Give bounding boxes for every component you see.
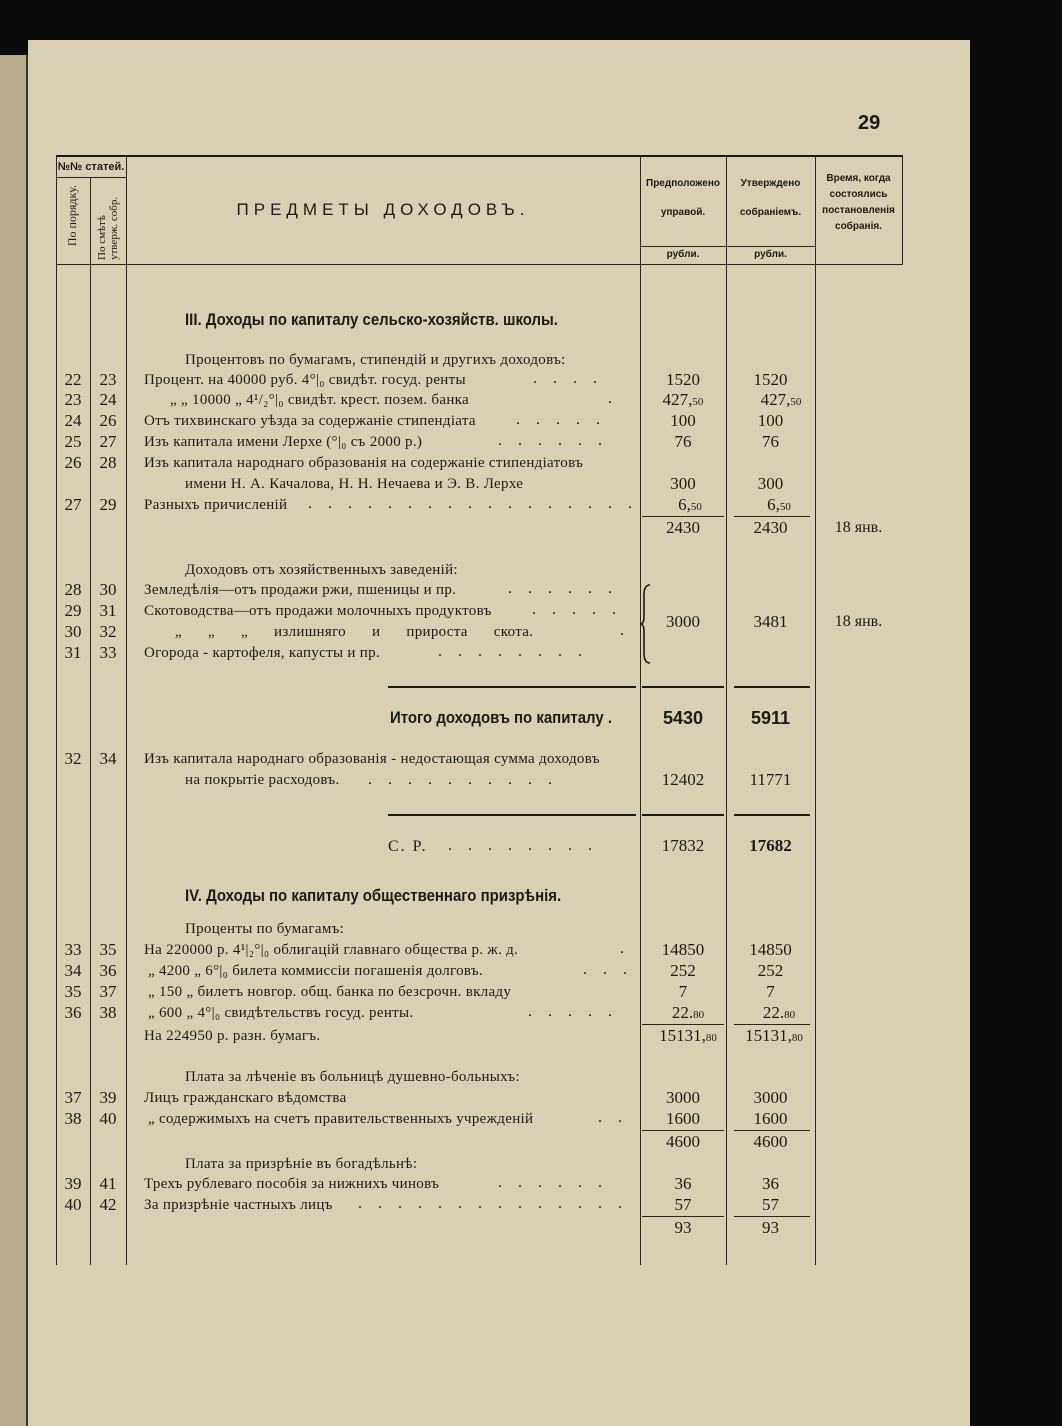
header-estimate: По смѣтѣ утверж. собр. xyxy=(96,196,120,260)
row-description-cont: на покрытіе расходовъ. xyxy=(185,772,340,788)
row-description: „ 4200 „ 6°|₀ билета коммиссіи погашенія долговъ. xyxy=(148,963,484,979)
leader-dots: . . . . . . . . xyxy=(438,643,588,660)
header-unit-approved: рубли. xyxy=(754,249,787,260)
section3-title: III. Доходы по капиталу сельско-хозяйств. школы. xyxy=(185,310,558,329)
header-proposed-1: Предположено xyxy=(646,178,720,189)
leader-dots: . . . . . . . . . . xyxy=(368,771,558,788)
section4-subtotal3-proposed: 93 xyxy=(674,1218,692,1237)
row-order: 34 xyxy=(64,961,82,980)
row-estimate: 35 xyxy=(99,940,117,959)
row-description-cont: имени Н. А. Качалова, Н. Н. Нечаева и Э. В. Лерхе xyxy=(185,476,524,492)
row-description: Процент. на 40000 руб. 4°|₀ свидѣт. госуд. ренты xyxy=(144,372,466,388)
row-order: 22 xyxy=(64,370,82,389)
row-approved: 36 xyxy=(762,1174,779,1193)
row-description: Земледѣлія—отъ продажи ржи, пшеницы и пр. xyxy=(144,582,457,598)
row-order: 27 xyxy=(64,495,82,514)
row-order: 39 xyxy=(64,1174,82,1193)
row-description: Отъ тихвинскаго уѣзда за содержаніе стипендіата xyxy=(144,413,476,429)
row-approved: 427,50 xyxy=(760,390,802,409)
row-approved: 6,50 xyxy=(767,495,791,514)
row-order: 25 xyxy=(64,432,82,451)
row-order: 37 xyxy=(64,1088,82,1107)
row-description: „ „ „ излишняго и прироста скота. xyxy=(175,624,534,640)
row-proposed: 36 xyxy=(674,1174,692,1193)
row-proposed: 252 xyxy=(670,961,696,980)
row-order: 26 xyxy=(64,453,82,472)
row-order: 35 xyxy=(64,982,82,1001)
subtotal-rule xyxy=(734,1024,810,1025)
row-estimate: 26 xyxy=(99,411,117,430)
row-approved: 1600 xyxy=(753,1109,788,1128)
header-time-2: состоялись xyxy=(829,189,888,200)
total-rule xyxy=(734,686,810,688)
section4-group2-title: Плата за лѣченіе въ больницѣ душевно-больныхъ: xyxy=(185,1069,520,1085)
row-estimate: 30 xyxy=(99,580,117,599)
row-proposed: 57 xyxy=(674,1195,692,1214)
section4-subtotal2-approved: 4600 xyxy=(753,1132,788,1151)
subtotal-rule xyxy=(642,1216,724,1217)
leader-dots: . xyxy=(608,390,618,407)
row-approved: 22.80 xyxy=(762,1003,796,1022)
row-approved: 57 xyxy=(762,1195,779,1214)
row-proposed: 12402 xyxy=(661,770,705,789)
section3-subtotal2-time: 18 янв. xyxy=(834,613,883,630)
row-proposed: 14850 xyxy=(661,940,705,959)
sr-label: С. Р. xyxy=(388,838,428,855)
row-order: 23 xyxy=(64,390,82,409)
header-time-4: собранія. xyxy=(835,221,882,232)
row-estimate: 23 xyxy=(99,370,117,389)
row-estimate: 38 xyxy=(99,1003,117,1022)
row-description: „ 600 „ 4°|₀ свидѣтельствъ госуд. ренты. xyxy=(148,1005,414,1021)
row-description: „ 150 „ билетъ новгор. общ. банка по безсрочн. вкладу xyxy=(148,984,512,1000)
row-proposed: 3000 xyxy=(666,1088,700,1107)
row-proposed: 427,50 xyxy=(662,390,704,409)
articles-subrule xyxy=(56,177,126,178)
row-approved: 3000 xyxy=(753,1088,788,1107)
row-order: 28 xyxy=(64,580,82,599)
row-approved: 14850 xyxy=(749,940,792,959)
total-rule xyxy=(642,686,724,688)
section3-subtotal1-approved: 2430 xyxy=(753,518,788,537)
row-estimate: 36 xyxy=(99,961,117,980)
row-order: 36 xyxy=(64,1003,82,1022)
row-description: Изъ капитала народнаго образованія - недостающая сумма доходовъ xyxy=(144,751,600,767)
row-proposed: 100 xyxy=(670,411,696,430)
header-time-1: Время, когда xyxy=(826,173,891,184)
leader-dots: . . . . xyxy=(533,370,603,387)
leader-dots: . . . . . . xyxy=(498,1174,608,1191)
row-estimate: 33 xyxy=(99,643,117,662)
row-proposed: 22.80 xyxy=(671,1003,705,1022)
section3-total-label: Итого доходовъ по капиталу . xyxy=(390,708,612,727)
row-description: Скотоводства—отъ продажи молочныхъ продуктовъ xyxy=(144,603,492,619)
section3-subtotal2-approved: 3481 xyxy=(753,612,788,631)
row-approved: 11771 xyxy=(749,770,792,789)
row-proposed: 1600 xyxy=(666,1109,700,1128)
leader-dots: . xyxy=(620,940,630,957)
row-estimate: 42 xyxy=(99,1195,117,1214)
page-number: 29 xyxy=(858,112,881,134)
section4-subtotal2-proposed: 4600 xyxy=(666,1132,700,1151)
section4-subtotal3-approved: 93 xyxy=(762,1218,779,1237)
row-description: Лицъ гражданскаго вѣдомства xyxy=(144,1090,347,1106)
header-unit-proposed: рубли. xyxy=(666,249,700,260)
row-estimate: 41 xyxy=(99,1174,117,1193)
header-articles: №№ статей. xyxy=(57,161,125,173)
row-estimate: 37 xyxy=(99,982,117,1001)
leader-dots: . . xyxy=(598,1109,628,1126)
subtotal-rule xyxy=(734,1130,810,1131)
header-proposed-2: управой. xyxy=(660,207,706,218)
subtotal-rule xyxy=(734,1216,810,1217)
sr-proposed: 17832 xyxy=(661,836,705,855)
row-description: „ содержимыхъ на счетъ правительственныхъ учрежденій xyxy=(148,1111,534,1127)
section4-subtotal1-proposed: 15131,80 xyxy=(659,1026,717,1045)
leader-dots: . . . . . . . . . . . . . . . . . xyxy=(308,495,638,512)
row-description: „ „ 10000 „ 4¹/₂°|₀ свидѣт. крест. позем. банка xyxy=(170,392,469,408)
row-order: 32 xyxy=(64,749,82,768)
subtotal-rule xyxy=(642,1024,724,1025)
header-bottom-rule xyxy=(56,264,902,265)
row-order: 40 xyxy=(64,1195,82,1214)
row-order: 31 xyxy=(64,643,82,662)
header-time-3: постановленія xyxy=(822,205,895,216)
row-proposed: 1520 xyxy=(666,370,700,389)
row-approved: 7 xyxy=(766,982,775,1001)
subtotal-rule xyxy=(734,516,810,517)
row-estimate: 32 xyxy=(99,622,117,641)
subtotal-rule xyxy=(642,1130,724,1131)
sr-rule xyxy=(642,814,724,816)
row-approved: 300 xyxy=(757,474,784,493)
section4-subtotal1-approved: 15131,80 xyxy=(745,1026,803,1045)
leader-dots: . . . . . . . . . . . . . . xyxy=(358,1195,628,1212)
row-approved: 252 xyxy=(757,961,784,980)
row-approved: 100 xyxy=(757,411,784,430)
subtotal-rule xyxy=(642,516,724,517)
row-estimate: 34 xyxy=(99,749,117,768)
section3-subtotal1-time: 18 янв. xyxy=(834,519,883,536)
sr-rule xyxy=(734,814,810,816)
section4-group1-title: Проценты по бумагамъ: xyxy=(185,921,345,937)
leader-dots: . . . . . . xyxy=(498,432,608,449)
header-approved-1: Утверждено xyxy=(740,178,801,189)
col-divider-3 xyxy=(126,155,127,1265)
section3-total-approved: 5911 xyxy=(750,708,791,728)
row-estimate: 31 xyxy=(99,601,117,620)
row-estimate: 28 xyxy=(99,453,117,472)
row-estimate: 39 xyxy=(99,1088,117,1107)
header-subjects: ПРЕДМЕТЫ ДОХОДОВЪ. xyxy=(236,200,530,219)
row-approved: 76 xyxy=(762,432,779,451)
table-top-rule xyxy=(56,155,902,157)
row-estimate: 40 xyxy=(99,1109,117,1128)
leader-dots: . . . . . xyxy=(528,1003,618,1020)
header-approved-2: собраніемъ. xyxy=(739,207,802,218)
row-order: 29 xyxy=(64,601,82,620)
sr-approved: 17682 xyxy=(749,836,792,855)
section3-group2-title: Доходовъ отъ хозяйственныхъ заведеній: xyxy=(185,562,458,578)
row-order: 33 xyxy=(64,940,82,959)
row-description: Трехъ рублеваго пособія за нижнихъ чиновъ xyxy=(144,1176,440,1192)
sr-rule xyxy=(388,814,636,816)
leader-dots: . . . . . xyxy=(532,601,622,618)
row-order: 24 xyxy=(64,411,82,430)
row-description: Изъ капитала народнаго образованія на содержаніе стипендіатовъ xyxy=(144,455,584,471)
col-divider-6 xyxy=(815,155,816,1265)
row-order: 30 xyxy=(64,622,82,641)
section4-subtotal1-label: На 224950 р. разн. бумагъ. xyxy=(144,1028,321,1044)
row-proposed: 300 xyxy=(670,474,696,493)
document-page xyxy=(28,40,970,1426)
leader-dots: . . . . . . . . xyxy=(448,837,598,854)
rub-rule xyxy=(640,246,815,247)
section3-subtotal2-proposed: 3000 xyxy=(666,612,700,631)
leader-dots: . xyxy=(620,622,630,639)
section3-total-proposed: 5430 xyxy=(662,708,704,728)
row-estimate: 27 xyxy=(99,432,117,451)
section4-group3-title: Плата за призрѣніе въ богадѣльнѣ: xyxy=(185,1156,418,1172)
col-divider-7 xyxy=(902,155,903,265)
row-proposed: 7 xyxy=(678,982,688,1001)
row-description: Разныхъ причисленій xyxy=(144,497,288,513)
row-order: 38 xyxy=(64,1109,82,1128)
row-description: На 220000 р. 4¹|₂°|₀ облигацій главнаго общества р. ж. д. xyxy=(144,942,519,958)
leader-dots: . . . . . . xyxy=(508,580,618,597)
section3-group1-title: Процентовъ по бумагамъ, стипендій и другихъ доходовъ: xyxy=(185,352,566,368)
row-estimate: 29 xyxy=(99,495,117,514)
row-proposed: 6,50 xyxy=(678,495,702,514)
row-description: Изъ капитала имени Лерхе (°|₀ съ 2000 р.) xyxy=(144,434,423,450)
previous-page-edge xyxy=(0,55,28,1426)
section3-subtotal1-proposed: 2430 xyxy=(666,518,700,537)
total-rule xyxy=(388,686,636,688)
header-order: По порядку. xyxy=(65,185,79,247)
row-estimate: 24 xyxy=(99,390,117,409)
row-proposed: 76 xyxy=(674,432,692,451)
row-approved: 1520 xyxy=(753,370,788,389)
row-description: За призрѣніе частныхъ лицъ xyxy=(144,1197,333,1213)
leader-dots: . . . xyxy=(583,961,633,978)
leader-dots: . . . . . xyxy=(516,411,606,428)
section4-title: IV. Доходы по капиталу общественнаго призрѣнія. xyxy=(185,886,562,905)
row-description: Огорода - картофеля, капусты и пр. xyxy=(144,645,380,661)
